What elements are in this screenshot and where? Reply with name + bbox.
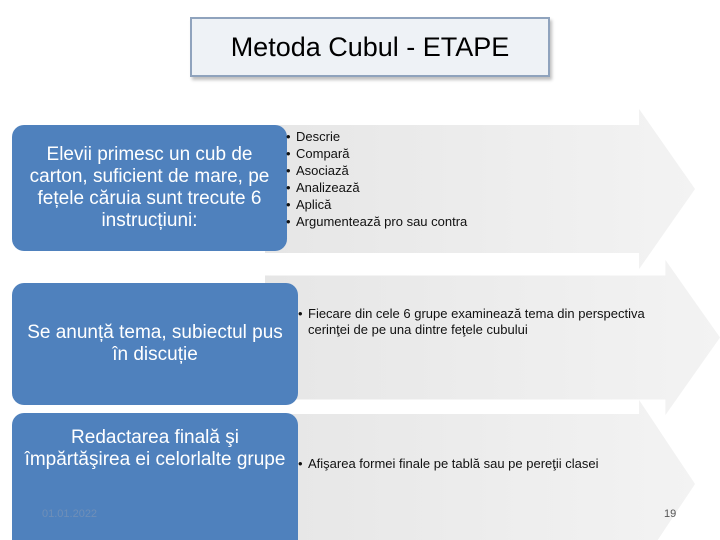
bullet-item: • Analizează <box>286 179 467 196</box>
step-box-3-text: Redactarea finală şi împărtăşirea ei celorlalte grupe <box>24 427 286 470</box>
bullet-list-3 <box>298 455 599 472</box>
bullet-list-2 <box>298 306 668 338</box>
step-box-1 <box>12 125 287 251</box>
footer-date: 01.01.2022 <box>42 508 98 520</box>
step-box-2-text: Se anunță tema, subiectul pus în discuție <box>27 322 283 365</box>
page-number: 19 <box>664 508 677 520</box>
slide-title: Metoda Cubul - ETAPE <box>230 31 510 62</box>
step-box-2 <box>12 283 298 405</box>
bullet-item: • Compară <box>286 145 467 162</box>
bullet-item: • Fiecare din cele 6 grupe examinează tema din perspectiva cerinţei de pe una dintre feţele cubului <box>298 306 668 338</box>
bullet-item: • Descrie <box>286 128 467 145</box>
bullet-item: • Argumentează pro sau contra <box>286 213 467 230</box>
bullet-list-1 <box>286 128 467 230</box>
bullet-item: • Asociază <box>286 162 467 179</box>
bullet-item: • Afişarea formei finale pe tablă sau pe pereţii clasei <box>298 455 599 472</box>
step-box-1-text: Elevii primesc un cub de carton, suficient de mare, pe fețele căruia sunt trecute 6 instrucțiuni: <box>29 144 270 231</box>
step-box-3 <box>12 413 298 540</box>
title-box <box>190 17 550 77</box>
bullet-item: • Aplică <box>286 196 467 213</box>
